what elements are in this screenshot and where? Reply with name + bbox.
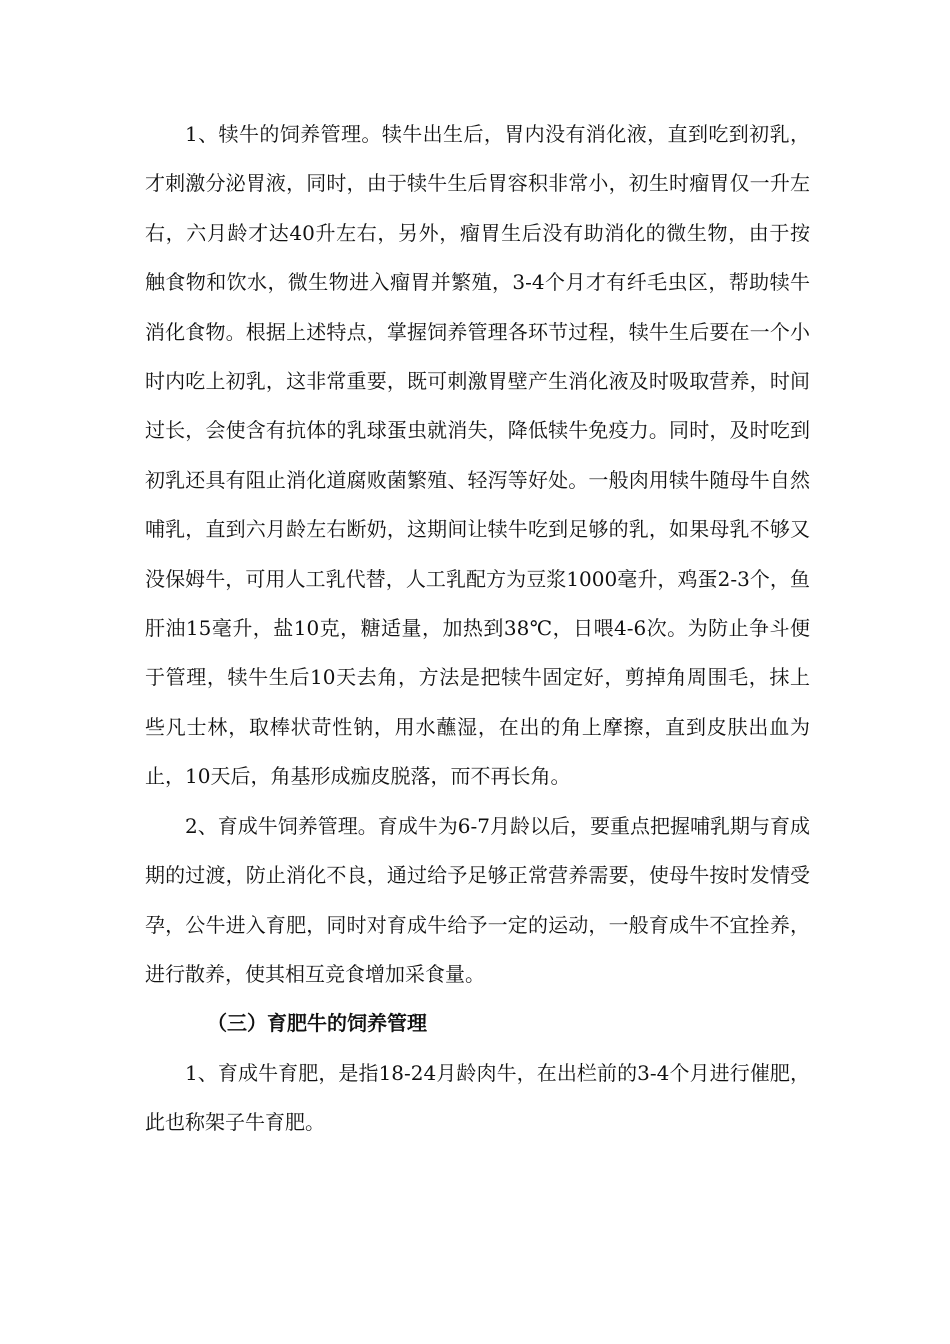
paragraph-fattening: 1、育成牛育肥，是指18-24月龄肉牛，在出栏前的3-4个月进行催肥，此也称架子牛育肥。 xyxy=(145,1060,810,1135)
section-heading-fattening: （三）育肥牛的饲养管理 xyxy=(207,1011,427,1036)
document-body xyxy=(145,110,810,1148)
paragraph-heifer-management: 2、育成牛饲养管理。育成牛为6-7月龄以后，要重点把握哺乳期与育成期的过渡，防止消化不良，通过给予足够正常营养需要，使母牛按时发情受孕，公牛进入育肥，同时对育成牛给予一定的运动，一般育成牛不宜拴养，进行散养，使其相互竞食增加采食量。 xyxy=(145,813,810,986)
paragraph-calf-management: 1、犊牛的饲养管理。犊牛出生后，胃内没有消化液，直到吃到初乳，才刺激分泌胃液，同时，由于犊牛生后胃容积非常小，初生时瘤胃仅一升左右，六月龄才达40升左右，另外，瘤胃生后没有助消化的微生物，由于按触食物和饮水，微生物进入瘤胃并繁殖，3-4个月才有纤毛虫区，帮助犊牛消化食物。根据上述特点，掌握饲养管理各环节过程，犊牛生后要在一个小时内吃上初乳，这非常重要，既可刺激胃壁产生消化液及时吸取营养，时间过长，会使含有抗体的乳球蛋虫就消失，降低犊牛免疫力。同时，及时吃到初乳还具有阻止消化道腐败菌繁殖、轻泻等好处。一般肉用犊牛随母牛自然哺乳，直到六月龄左右断奶，这期间让犊牛吃到足够的乳，如果母乳不够又没保姆牛，可用人工乳代替，人工乳配方为豆浆1000毫升，鸡蛋2-3个，鱼肝油15毫升，盐10克，糖适量，加热到38℃，日喂4-6次。为防止争斗便于管理，犊牛生后10天去角，方法是把犊牛固定好，剪掉角周围毛，抹上些凡士林，取棒状苛性钠，用水蘸湿，在出的角上摩擦，直到皮肤出血为止，10天后，角基形成痂皮脱落，而不再长角。 xyxy=(145,122,810,789)
